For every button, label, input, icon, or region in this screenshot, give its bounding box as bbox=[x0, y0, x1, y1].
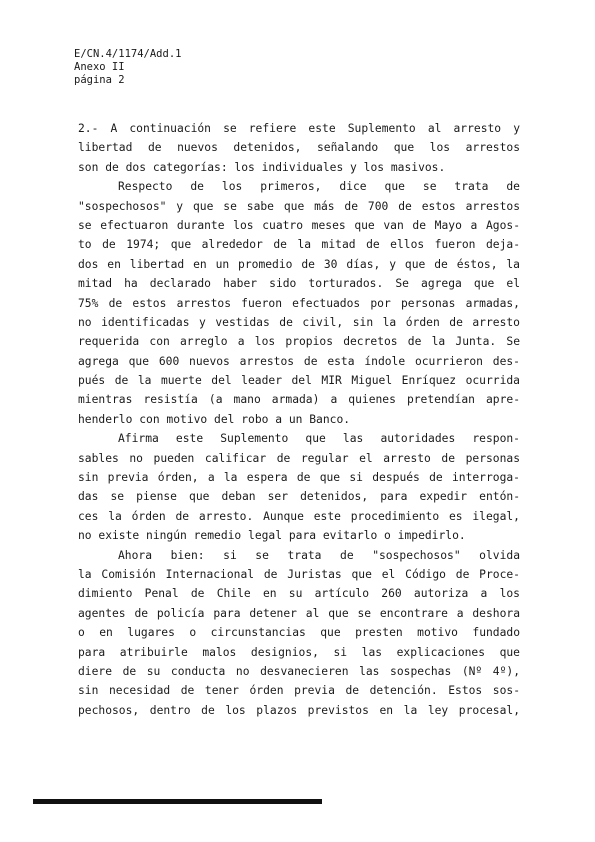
document-header bbox=[74, 48, 181, 87]
text-line: pués de la muerte del leader del MIR Miguel Enríquez ocurrida bbox=[78, 374, 520, 388]
text-line: mitad ha declarado haber sido torturados. Se agrega que el bbox=[78, 277, 520, 291]
text-line: 75% de estos arrestos fueron efectuados por personas armadas, bbox=[78, 296, 520, 310]
text-line: diere de su conducta no desvanecieren las sospechas (Nº 4º), bbox=[78, 664, 520, 678]
text-line: 2.- A continuación se refiere este Suplemento al arresto y bbox=[78, 122, 520, 135]
text-line: para atribuirle malos designios, si las explicaciones que bbox=[78, 645, 520, 659]
text-line: agrega que 600 nuevos arrestos de esta índole ocurrieron des- bbox=[78, 354, 520, 368]
text-line: sin previa órden, a la espera de que si después de interroga- bbox=[78, 471, 520, 485]
text-line: Afirma este Suplemento que las autoridades respon- bbox=[118, 432, 520, 446]
text-line: no existe ningún remedio legal para evitarlo o impedirlo. bbox=[78, 529, 466, 543]
text-line: o en lugares o circunstancias que presten motivo fundado bbox=[78, 626, 520, 640]
text-line: dimiento Penal de Chile en su artículo 260 autoriza a los bbox=[78, 587, 520, 601]
text-line: dos en libertad en un promedio de 30 días, y que de éstos, la bbox=[78, 257, 520, 271]
text-line: sables no pueden calificar de regular el arresto de personas bbox=[78, 451, 520, 465]
footer-rule bbox=[33, 799, 322, 804]
text-line: to de 1974; que alrededor de la mitad de ellos fueron deja- bbox=[78, 238, 520, 252]
text-line: agentes de policía para detener al que se encontrare a deshora bbox=[78, 606, 520, 620]
text-line: la Comisión Internacional de Juristas que el Código de Proce- bbox=[78, 567, 520, 581]
page-label: página 2 bbox=[74, 74, 125, 86]
document-symbol: E/CN.4/1174/Add.1 bbox=[74, 48, 182, 60]
text-line: sin necesidad de tener órden previa de detención. Estos sos- bbox=[78, 684, 520, 698]
text-line: das se piense que deban ser detenidos, para expedir entón- bbox=[78, 490, 520, 504]
text-line: requerida con arreglo a los propios decretos de la Junta. Se bbox=[78, 335, 520, 349]
text-line: henderlo con motivo del robo a un Banco. bbox=[78, 412, 351, 426]
text-line: Respecto de los primeros, dice que se trata de bbox=[118, 180, 520, 194]
text-line: son de dos categorías: los individuales y los masivos. bbox=[78, 160, 446, 174]
text-line: "sospechosos" y que se sabe que más de 700 de estos arrestos bbox=[78, 199, 520, 213]
document-body bbox=[60, 119, 520, 720]
text-line: no identificadas y vestidas de civil, sin la órden de arresto bbox=[78, 315, 520, 329]
text-line: se efectuaron durante los cuatro meses que van de Mayo a Agos- bbox=[78, 218, 520, 232]
annex-label: Anexo II bbox=[74, 61, 125, 73]
text-line: ces la órden de arresto. Aunque este procedimiento es ilegal, bbox=[78, 509, 520, 523]
text-line: Ahora bien: si se trata de "sospechosos" olvida bbox=[118, 548, 520, 562]
text-line: pechosos, dentro de los plazos previstos en la ley procesal, bbox=[78, 703, 520, 717]
text-line: libertad de nuevos detenidos, señalando que los arrestos bbox=[78, 141, 520, 155]
text-line: mientras resistía (a mano armada) a quienes pretendían apre- bbox=[78, 393, 520, 407]
